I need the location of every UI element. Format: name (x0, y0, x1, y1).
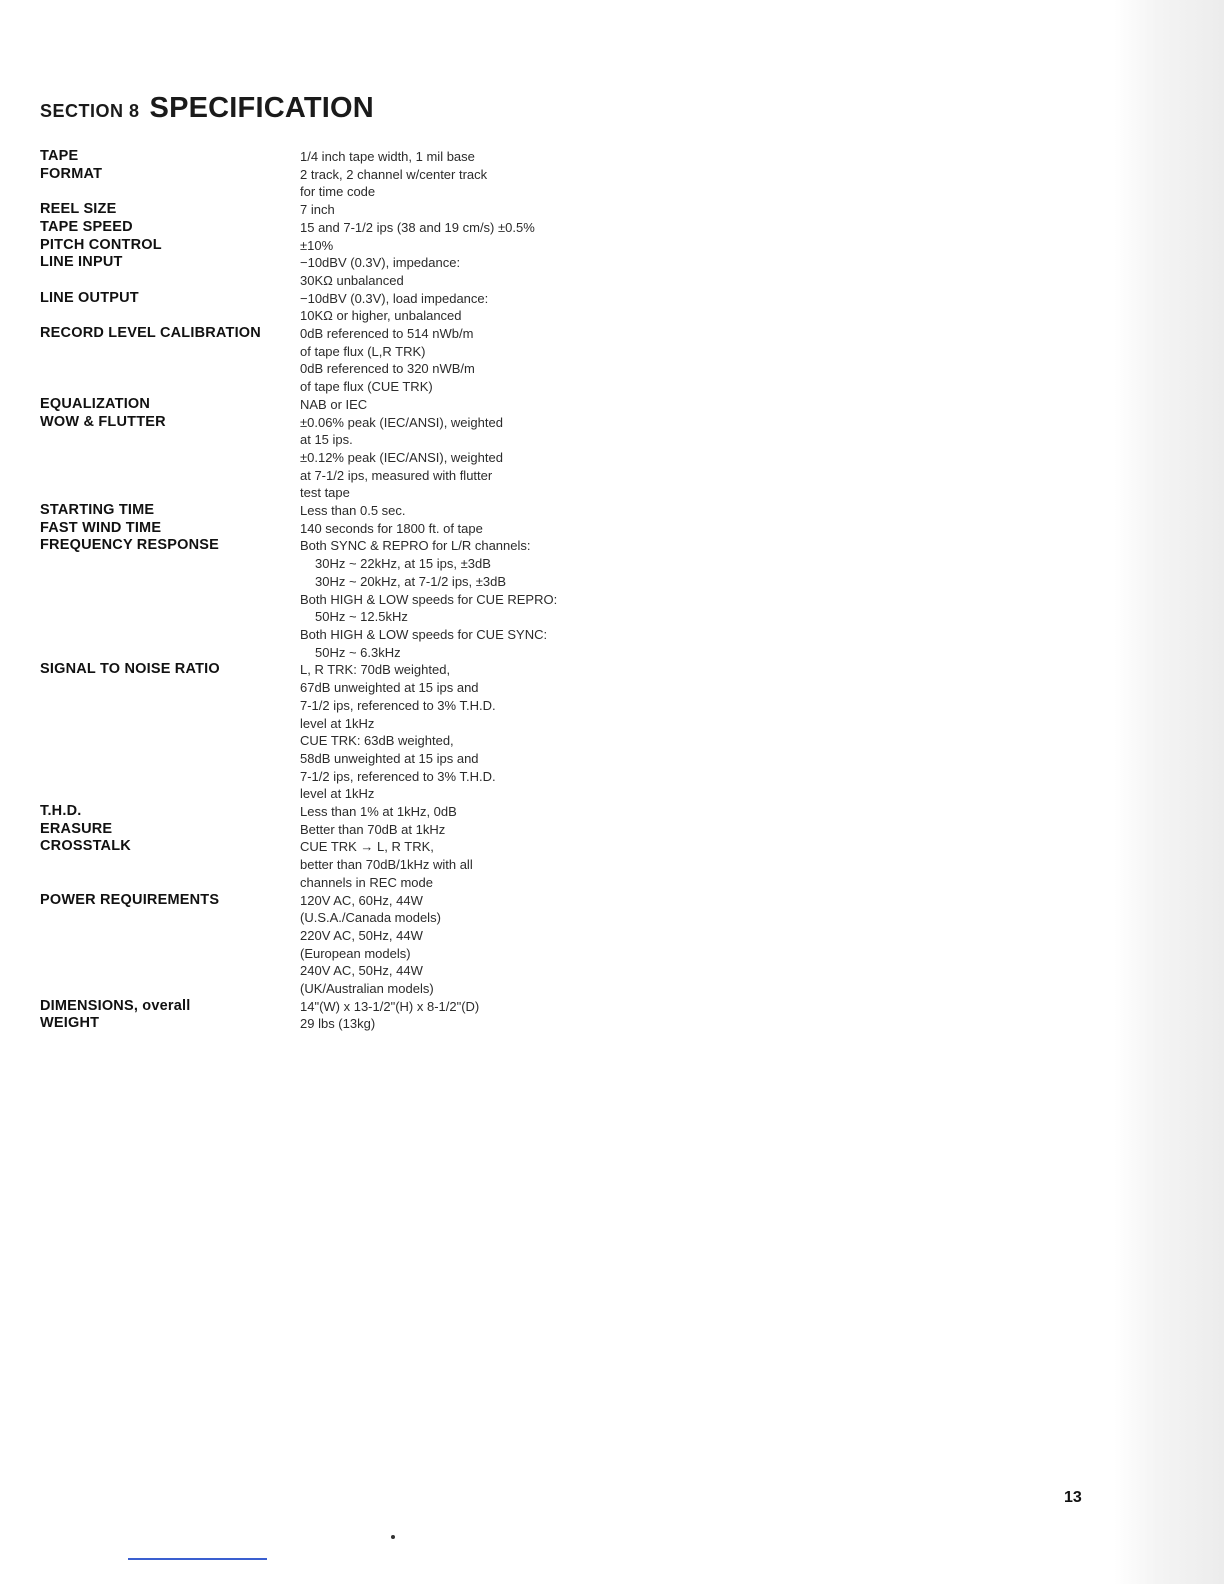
spec-value-line: better than 70dB/1kHz with all (300, 857, 473, 873)
spec-label: WOW & FLUTTER (40, 413, 166, 430)
spec-values (300, 148, 660, 166)
spec-label: STARTING TIME (40, 502, 155, 519)
spec-value-line: 7-1/2 ips, referenced to 3% T.H.D. (300, 697, 496, 713)
spec-value-line: 10KΩ or higher, unbalanced (300, 308, 462, 324)
spec-label: REEL SIZE (40, 201, 117, 218)
section-number: SECTION 8 (40, 101, 140, 121)
spec-value-line: test tape (300, 485, 350, 501)
spec-value-line: 30Hz ~ 20kHz, at 7-1/2 ips, ±3dB (315, 573, 507, 589)
spec-value-line: 14"(W) x 13-1/2"(H) x 8-1/2"(D) (300, 998, 480, 1014)
spec-row (40, 237, 660, 255)
spec-values (300, 838, 660, 891)
spec-values (300, 290, 660, 325)
spec-label: T.H.D. (40, 803, 82, 820)
spec-row (40, 1015, 660, 1033)
spec-value-line: level at 1kHz (300, 715, 375, 731)
spec-row (40, 290, 660, 325)
spec-label: FAST WIND TIME (40, 519, 162, 536)
blue-underline (128, 1558, 267, 1560)
spec-values (300, 237, 660, 255)
spec-value-line: Both HIGH & LOW speeds for CUE REPRO: (300, 591, 558, 607)
spec-value-line: (European models) (300, 945, 411, 961)
spec-values (300, 661, 660, 803)
spec-row (40, 520, 660, 538)
spec-label: LINE OUTPUT (40, 289, 139, 306)
spec-value-line: 29 lbs (13kg) (300, 1016, 376, 1032)
spec-value-line: Both SYNC & REPRO for L/R channels: (300, 538, 531, 554)
spec-values (300, 166, 660, 201)
spec-value-line: 240V AC, 50Hz, 44W (300, 963, 423, 979)
spec-value-line: CUE TRK: 63dB weighted, (300, 733, 454, 749)
spec-row (40, 838, 660, 891)
spec-value-line: L, R TRK: 70dB weighted, (300, 662, 451, 678)
spec-label: FORMAT (40, 165, 103, 182)
spec-value-line: ±0.06% peak (IEC/ANSI), weighted (300, 414, 503, 430)
spec-label: WEIGHT (40, 1015, 100, 1032)
spec-row (40, 148, 660, 166)
spec-row (40, 661, 660, 803)
spec-values (300, 537, 660, 661)
spec-label: CROSSTALK (40, 838, 131, 855)
spec-row (40, 325, 660, 396)
spec-value-line: 220V AC, 50Hz, 44W (300, 927, 423, 943)
spec-row (40, 821, 660, 839)
spec-label: TAPE SPEED (40, 218, 133, 235)
spec-values (300, 803, 660, 821)
spec-row (40, 166, 660, 201)
spec-value-line: 50Hz ~ 6.3kHz (315, 644, 401, 660)
spec-value-line: 30Hz ~ 22kHz, at 15 ips, ±3dB (315, 556, 491, 572)
spec-label: RECORD LEVEL CALIBRATION (40, 325, 261, 342)
spec-label: TAPE (40, 148, 79, 164)
spec-label: POWER REQUIREMENTS (40, 891, 220, 908)
spec-row (40, 892, 660, 998)
spec-values (300, 998, 660, 1016)
spec-value-line: of tape flux (CUE TRK) (300, 379, 433, 395)
page-title: SPECIFICATION (149, 92, 374, 124)
spec-row (40, 803, 660, 821)
spec-value-line: 67dB unweighted at 15 ips and (300, 680, 479, 696)
section-heading (40, 92, 374, 125)
spec-value-line: for time code (300, 184, 376, 200)
spec-values (300, 325, 660, 396)
spec-value-line: 50Hz ~ 12.5kHz (315, 609, 408, 625)
spec-values (300, 502, 660, 520)
spec-values (300, 201, 660, 219)
spec-values (300, 414, 660, 503)
page-edge-shadow (1114, 0, 1224, 1584)
stray-dot (391, 1535, 395, 1539)
spec-values (300, 892, 660, 998)
spec-value-line: Both HIGH & LOW speeds for CUE SYNC: (300, 626, 548, 642)
spec-label: FREQUENCY RESPONSE (40, 537, 219, 554)
spec-values (300, 520, 660, 538)
spec-value-line: 2 track, 2 channel w/center track (300, 166, 488, 182)
spec-value-line: at 15 ips. (300, 432, 353, 448)
spec-row (40, 998, 660, 1016)
spec-value-line: 1/4 inch tape width, 1 mil base (300, 149, 475, 164)
spec-values (300, 254, 660, 289)
spec-row (40, 396, 660, 414)
spec-label: EQUALIZATION (40, 395, 151, 412)
spec-values (300, 1015, 660, 1033)
spec-value-line: 140 seconds for 1800 ft. of tape (300, 520, 483, 536)
spec-value-line: 7 inch (300, 202, 335, 218)
spec-value-line: channels in REC mode (300, 874, 433, 890)
spec-value-line: Better than 70dB at 1kHz (300, 821, 446, 837)
spec-value-line: of tape flux (L,R TRK) (300, 343, 426, 359)
spec-label: SIGNAL TO NOISE RATIO (40, 661, 220, 678)
spec-value-line: level at 1kHz (300, 786, 375, 802)
spec-row (40, 414, 660, 503)
spec-row (40, 254, 660, 289)
spec-value-line: 0dB referenced to 320 nWB/m (300, 361, 475, 377)
spec-values (300, 396, 660, 414)
spec-label: DIMENSIONS, overall (40, 997, 191, 1014)
spec-value-line: 30KΩ unbalanced (300, 272, 404, 288)
page-number: 13 (1064, 1489, 1082, 1506)
spec-label: ERASURE (40, 820, 113, 837)
spec-value-line: Less than 0.5 sec. (300, 503, 406, 519)
spec-value-line: ±0.12% peak (IEC/ANSI), weighted (300, 449, 503, 465)
spec-value-line: NAB or IEC (300, 396, 368, 412)
spec-value-line: ±10% (300, 237, 334, 253)
spec-values (300, 219, 660, 237)
spec-value-line: at 7-1/2 ips, measured with flutter (300, 467, 493, 483)
spec-value-line: 15 and 7-1/2 ips (38 and 19 cm/s) ±0.5% (300, 219, 535, 235)
spec-label: LINE INPUT (40, 254, 123, 271)
spec-value-line: 58dB unweighted at 15 ips and (300, 750, 479, 766)
spec-row (40, 537, 660, 661)
spec-values (300, 821, 660, 839)
spec-value-line: 120V AC, 60Hz, 44W (300, 892, 423, 908)
spec-value-line: −10dBV (0.3V), impedance: (300, 255, 461, 271)
spec-value-line: 0dB referenced to 514 nWb/m (300, 326, 474, 342)
spec-row (40, 219, 660, 237)
spec-value-line: 7-1/2 ips, referenced to 3% T.H.D. (300, 768, 496, 784)
spec-row (40, 201, 660, 219)
spec-label: PITCH CONTROL (40, 236, 162, 253)
spec-value-line: (UK/Australian models) (300, 981, 434, 997)
spec-value-line: Less than 1% at 1kHz, 0dB (300, 804, 457, 820)
spec-value-line: (U.S.A./Canada models) (300, 910, 441, 926)
specification-table (40, 148, 660, 1033)
spec-value-line: CUE TRK → L, R TRK, (300, 839, 434, 855)
spec-row (40, 502, 660, 520)
spec-value-line: −10dBV (0.3V), load impedance: (300, 290, 489, 306)
